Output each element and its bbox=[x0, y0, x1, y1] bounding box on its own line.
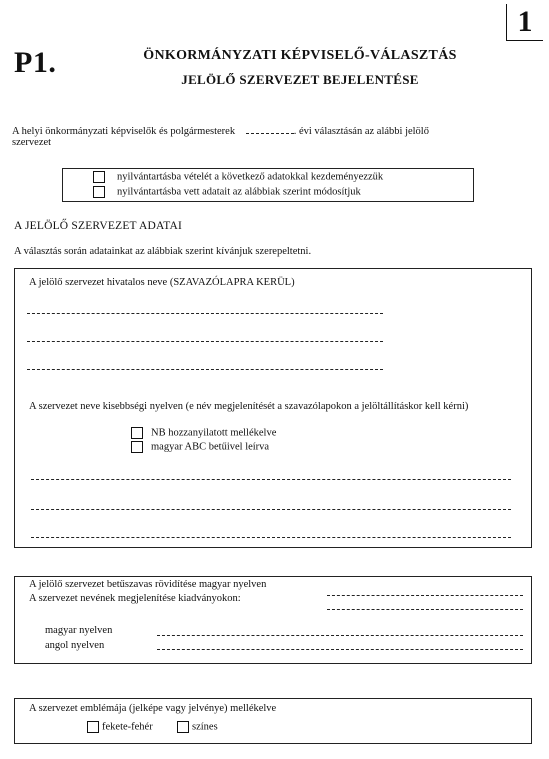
publication-label: A szervezet nevének megjelenítése kiadványokon: bbox=[29, 593, 241, 604]
option-register[interactable] bbox=[93, 171, 383, 183]
section-subtitle: A választás során adatainkat az alábbiak szerint kívánjuk szerepeltetni. bbox=[14, 246, 312, 257]
official-name-line-2[interactable] bbox=[27, 341, 383, 342]
emblem-option-color-label: színes bbox=[192, 721, 218, 733]
lang-hu-field[interactable] bbox=[157, 635, 523, 636]
official-name-line-3[interactable] bbox=[27, 369, 383, 370]
form-code: P1. bbox=[14, 46, 57, 79]
minority-option-abc-label: magyar ABC betűivel leírva bbox=[151, 441, 270, 453]
section-title: A JELÖLŐ SZERVEZET ADATAI bbox=[14, 220, 183, 232]
minority-name-line-2[interactable] bbox=[31, 509, 511, 510]
intro-paragraph bbox=[12, 126, 532, 148]
checkbox-minority-abc[interactable] bbox=[131, 441, 143, 453]
abbreviation-field[interactable] bbox=[327, 595, 523, 596]
lang-en-field[interactable] bbox=[157, 649, 523, 650]
year-field[interactable] bbox=[246, 133, 294, 134]
emblem-option-bw[interactable] bbox=[87, 721, 153, 733]
intro-text-before: A helyi önkormányzati képviselők és polgármesterek bbox=[12, 126, 236, 137]
minority-name-line-1[interactable] bbox=[31, 479, 511, 480]
official-name-line-1[interactable] bbox=[27, 313, 383, 314]
lang-hu-label: magyar nyelven bbox=[45, 625, 113, 636]
lang-en-label: angol nyelven bbox=[45, 640, 105, 651]
official-name-frame bbox=[14, 268, 532, 548]
checkbox-minority-attached[interactable] bbox=[131, 427, 143, 439]
minority-option-attached[interactable] bbox=[131, 427, 276, 439]
emblem-label: A szervezet emblémája (jelképe vagy jelvénye) mellékelve bbox=[29, 703, 277, 714]
option-modify[interactable] bbox=[93, 186, 361, 198]
publication-field[interactable] bbox=[327, 609, 523, 610]
abbreviation-frame bbox=[14, 576, 532, 664]
option-register-label: nyilvántartásba vételét a következő adatokkal kezdeményezzük bbox=[117, 171, 384, 183]
form-title: ÖNKORMÁNYZATI KÉPVISELŐ-VÁLASZTÁS bbox=[143, 48, 457, 63]
minority-name-line-3[interactable] bbox=[31, 537, 511, 538]
minority-option-abc[interactable] bbox=[131, 441, 269, 453]
official-name-label: A jelölő szervezet hivatalos neve (SZAVAZÓLAPRA KERÜL) bbox=[29, 277, 295, 288]
checkbox-emblem-color[interactable] bbox=[177, 721, 189, 733]
option-modify-label: nyilvántartásba vett adatait az alábbiak szerint módosítjuk bbox=[117, 186, 361, 198]
checkbox-register[interactable] bbox=[93, 171, 105, 183]
emblem-frame bbox=[14, 698, 532, 744]
emblem-option-bw-label: fekete-fehér bbox=[102, 721, 153, 733]
request-type-box bbox=[62, 168, 474, 202]
minority-name-label: A szervezet neve kisebbségi nyelven (e név megjelenítését a szavazólapokon a jelöltállításkor kell kérni) bbox=[29, 401, 469, 412]
page-number: 1 bbox=[506, 4, 543, 41]
minority-option-attached-label: NB hozzanyilatott mellékelve bbox=[151, 427, 277, 439]
intro-text-line2: szervezet bbox=[12, 137, 52, 148]
emblem-option-color[interactable] bbox=[177, 721, 218, 733]
intro-text-after: . évi választásán az alábbi jelölő bbox=[293, 126, 429, 137]
form-subtitle: JELÖLŐ SZERVEZET BEJELENTÉSE bbox=[181, 72, 419, 87]
checkbox-modify[interactable] bbox=[93, 186, 105, 198]
abbreviation-label: A jelölő szervezet betűszavas rövidítése magyar nyelven bbox=[29, 579, 267, 590]
checkbox-emblem-bw[interactable] bbox=[87, 721, 99, 733]
